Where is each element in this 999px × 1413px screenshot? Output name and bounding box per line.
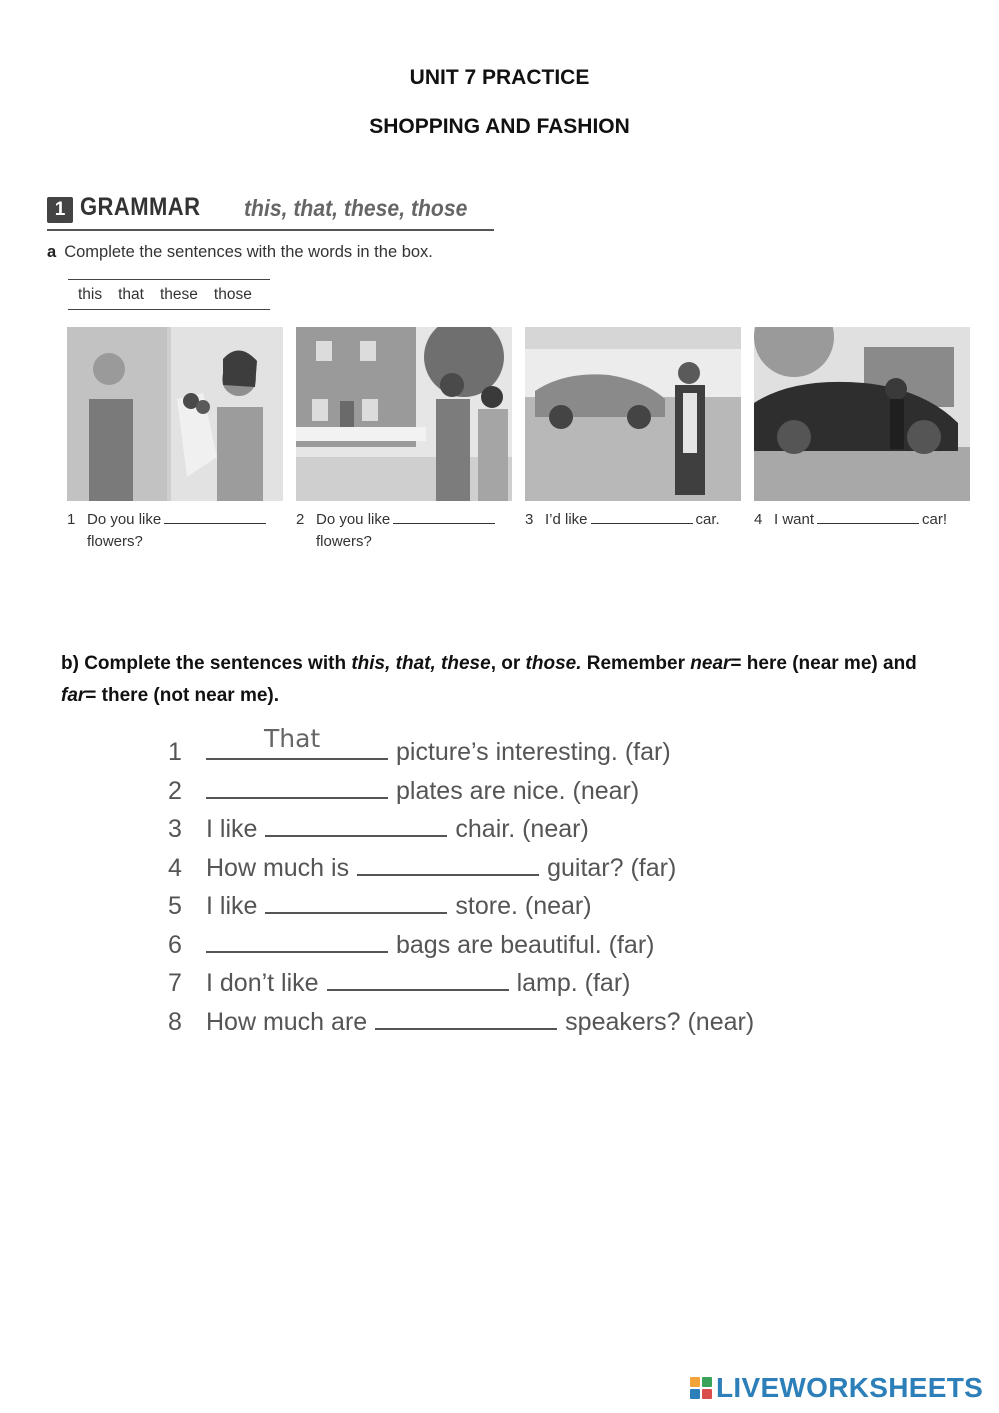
instr-b-text-3: Remember bbox=[581, 653, 691, 674]
exercise-6-number: 6 bbox=[168, 931, 182, 959]
exercise-3-after: chair. (near) bbox=[455, 815, 589, 843]
exercise-5-after: store. (near) bbox=[455, 892, 592, 920]
caption-4 bbox=[754, 509, 970, 531]
exercise-7-number: 7 bbox=[168, 969, 182, 997]
section-subheading: this, that, these, those bbox=[244, 195, 468, 221]
logo-text: LIVEWORKSHEETS bbox=[716, 1372, 984, 1403]
exercise-5 bbox=[168, 890, 592, 920]
exercise-3-number: 3 bbox=[168, 815, 182, 843]
exercise-3 bbox=[168, 813, 589, 843]
picture-flowers-far bbox=[296, 327, 512, 501]
exercise-2-after: plates are nice. (near) bbox=[396, 777, 640, 805]
instr-b-words-1: this, that, these bbox=[351, 653, 491, 674]
unit-subtitle: SHOPPING AND FASHION bbox=[369, 115, 630, 138]
exercise-4-before: How much is bbox=[206, 854, 350, 882]
logo-grid-icon bbox=[690, 1377, 712, 1399]
instr-b-word-far: far bbox=[61, 685, 86, 706]
exercise-8-blank[interactable] bbox=[375, 1006, 557, 1030]
caption-4-blank[interactable] bbox=[817, 509, 919, 524]
caption-2-continuation: flowers? bbox=[316, 533, 372, 550]
instr-b-text-4: = here (near me) and bbox=[730, 653, 917, 674]
caption-3 bbox=[525, 509, 741, 531]
logo-tile-3 bbox=[690, 1389, 700, 1399]
part-a-instruction bbox=[47, 243, 433, 262]
caption-2-number: 2 bbox=[296, 511, 305, 528]
section-number: 1 bbox=[47, 197, 73, 223]
section-heading: GRAMMAR bbox=[80, 193, 201, 221]
caption-4-before: I want bbox=[774, 511, 815, 528]
caption-3-number: 3 bbox=[525, 511, 534, 528]
word-these: these bbox=[159, 285, 198, 303]
exercise-4-number: 4 bbox=[168, 854, 182, 882]
exercise-4-blank[interactable] bbox=[357, 852, 539, 876]
word-this: this bbox=[78, 285, 103, 303]
exercise-6-after: bags are beautiful. (far) bbox=[396, 931, 655, 959]
exercise-1-answer: That bbox=[264, 724, 321, 753]
exercise-2-number: 2 bbox=[168, 777, 182, 805]
exercise-2-blank[interactable] bbox=[206, 775, 388, 799]
word-box bbox=[68, 279, 270, 310]
exercise-1 bbox=[168, 724, 671, 766]
exercise-7-after: lamp. (far) bbox=[516, 969, 631, 997]
exercise-7-before: I don’t like bbox=[206, 969, 319, 997]
logo-tile-4 bbox=[702, 1389, 712, 1399]
caption-4-number: 4 bbox=[754, 511, 763, 528]
picture-car-near bbox=[754, 327, 970, 501]
exercise-5-number: 5 bbox=[168, 892, 182, 920]
logo-tile-2 bbox=[702, 1377, 712, 1387]
exercise-4 bbox=[168, 852, 676, 882]
exercise-1-number: 1 bbox=[168, 738, 182, 766]
word-those: those bbox=[213, 285, 252, 303]
instr-b-text-5: = there (not near me). bbox=[85, 685, 280, 706]
picture-flowers-near bbox=[67, 327, 283, 501]
caption-1 bbox=[67, 509, 283, 553]
liveworksheets-logo bbox=[690, 1372, 983, 1404]
caption-2-before: Do you like bbox=[316, 511, 391, 528]
caption-3-blank[interactable] bbox=[591, 509, 693, 524]
picture-car-far bbox=[525, 327, 741, 501]
exercise-1-after: picture’s interesting. (far) bbox=[396, 738, 671, 766]
caption-2-blank[interactable] bbox=[393, 509, 495, 524]
exercise-3-blank[interactable] bbox=[265, 813, 447, 837]
caption-2 bbox=[296, 509, 512, 553]
instr-b-text-2: , or bbox=[490, 653, 526, 674]
caption-1-blank[interactable] bbox=[164, 509, 266, 524]
exercise-5-before: I like bbox=[206, 892, 258, 920]
word-that: that bbox=[118, 285, 144, 303]
caption-3-after: car. bbox=[695, 511, 720, 528]
caption-1-number: 1 bbox=[67, 511, 76, 528]
logo-tile-1 bbox=[690, 1377, 700, 1387]
part-a-instruction-text: Complete the sentences with the words in the box. bbox=[64, 243, 433, 261]
exercise-5-blank[interactable] bbox=[265, 890, 447, 914]
exercise-8-after: speakers? (near) bbox=[565, 1008, 755, 1036]
instr-b-text-1: b) Complete the sentences with bbox=[61, 653, 352, 674]
instr-b-word-near: near bbox=[690, 653, 731, 674]
caption-3-before: I’d like bbox=[545, 511, 588, 528]
exercise-7-blank[interactable] bbox=[327, 967, 509, 991]
grammar-header bbox=[47, 193, 494, 231]
instr-b-words-2: those. bbox=[525, 653, 582, 674]
exercise-2 bbox=[168, 775, 639, 805]
unit-title: UNIT 7 PRACTICE bbox=[409, 66, 590, 89]
exercise-8-before: How much are bbox=[206, 1008, 368, 1036]
exercise-6 bbox=[168, 929, 654, 959]
exercise-3-before: I like bbox=[206, 815, 258, 843]
caption-1-continuation: flowers? bbox=[87, 533, 143, 550]
exercise-8 bbox=[168, 1006, 754, 1036]
exercise-1-blank[interactable] bbox=[206, 724, 388, 760]
caption-4-after: car! bbox=[922, 511, 948, 528]
part-a-label: a bbox=[47, 243, 57, 261]
exercise-4-after: guitar? (far) bbox=[547, 854, 677, 882]
caption-1-before: Do you like bbox=[87, 511, 162, 528]
exercise-7 bbox=[168, 967, 630, 997]
part-b-instruction bbox=[61, 648, 941, 712]
exercise-8-number: 8 bbox=[168, 1008, 182, 1036]
exercise-6-blank[interactable] bbox=[206, 929, 388, 953]
